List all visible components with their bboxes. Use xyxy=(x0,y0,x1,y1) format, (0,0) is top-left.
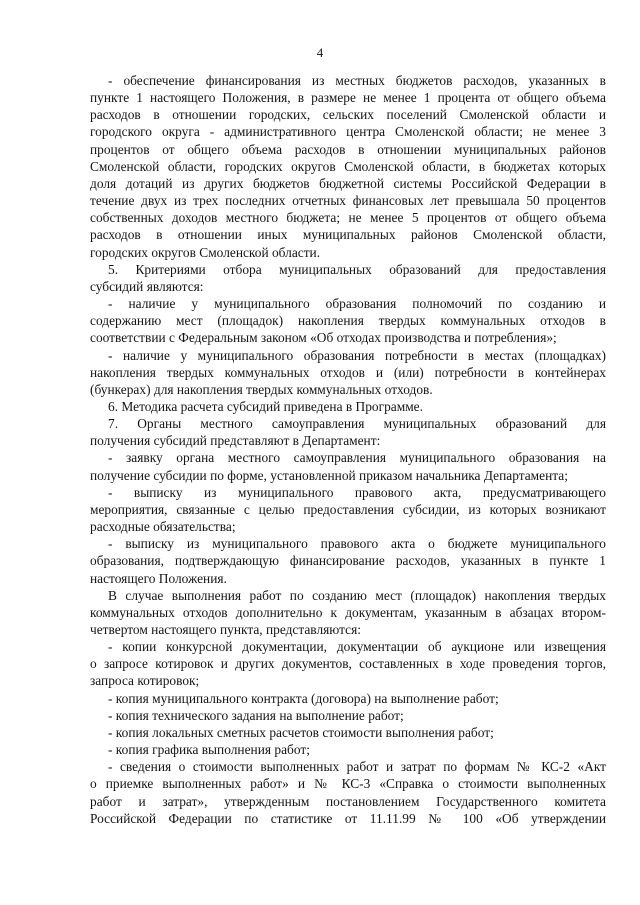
text-line: о приемке выполненных работ» и № КС-3 «Справка о стоимости выполненных xyxy=(90,776,606,792)
text-line: образования, подтверждающую финансирование расходов, указанных в пункте 1 xyxy=(90,553,606,569)
text-line: городских округов Смоленской области. xyxy=(90,244,321,260)
text-line: - копия технического задания на выполнение работ; xyxy=(108,707,404,723)
text-line: городского округа - административного центра Смоленской области; не менее 3 xyxy=(90,124,606,140)
text-line: расходов в отношении городских, сельских поселений Смоленской области и xyxy=(90,107,606,123)
text-line: (бункерах) для накопления твердых коммунальных отходов. xyxy=(90,381,433,397)
text-line: пункте 1 настоящего Положения, в размере не менее 1 процента от общего объема xyxy=(90,90,606,106)
text-line: 5. Критериями отбора муниципальных образований для предоставления xyxy=(108,261,606,277)
text-line: 6. Методика расчета субсидий приведена в Программе. xyxy=(108,398,423,414)
text-line: - обеспечение финансирования из местных бюджетов расходов, указанных в xyxy=(108,73,606,88)
text-line: четвертом настоящего пункта, представляются: xyxy=(90,622,361,637)
text-line: содержанию мест (площадок) накопления твердых коммунальных отходов в xyxy=(90,313,606,329)
text-line: накопления твердых коммунальных отходов и (или) потребности в контейнерах xyxy=(90,364,606,380)
text-line: - выписку из муниципального правового акта, предусматривающего xyxy=(108,484,606,500)
text-line: о запросе котировок и других документов, составленных в ходе проведения торгов, xyxy=(90,656,606,672)
document-body xyxy=(90,72,606,827)
page-number: 4 xyxy=(316,45,324,60)
text-line: - наличие у муниципального образования потребности в местах (площадках) xyxy=(108,347,606,363)
text-line: - сведения о стоимости выполненных работ и затрат по формам № КС-2 «Акт xyxy=(108,759,606,775)
text-line: соответствии с Федеральным законом «Об отходах производства и потребления»; xyxy=(90,330,557,346)
text-line: 7. Органы местного самоуправления муниципальных образований для xyxy=(108,416,606,432)
text-line: - наличие у муниципального образования полномочий по созданию и xyxy=(108,296,606,312)
text-line: Смоленской области, городских округов Смоленской области, в бюджетах которых xyxy=(90,158,606,174)
text-line: расходные обязательства; xyxy=(90,519,236,535)
text-line: получение субсидии по форме, установленной приказом начальника Департамента; xyxy=(90,467,568,483)
text-line: коммунальных отходов дополнительно к документам, указанным в абзацах втором- xyxy=(90,604,606,620)
text-line: настоящего Положения. xyxy=(90,570,227,586)
text-line: собственных доходов местного бюджета; не менее 5 процентов от общего объема xyxy=(90,210,606,226)
text-line: течение двух из трех последних отчетных финансовых лет превышала 50 процентов xyxy=(90,193,606,209)
text-line: получения субсидий представляют в Департамент: xyxy=(90,433,381,449)
text-line: - копия муниципального контракта (договора) на выполнение работ; xyxy=(108,690,499,706)
text-line: - выписку из муниципального правового акта о бюджете муниципального xyxy=(108,536,606,552)
text-line: Российской Федерации по статистике от 11.11.99 № 100 «Об утверждении xyxy=(90,810,606,826)
text-line: - заявку органа местного самоуправления муниципального образования на xyxy=(108,450,606,466)
text-line: - копия локальных сметных расчетов стоимости выполнения работ; xyxy=(108,724,494,740)
text-line: работ и затрат», утвержденным постановлением Государственного комитета xyxy=(90,793,606,809)
text-line: процентов от общего объема расходов в отношении муниципальных районов xyxy=(90,141,606,157)
text-line: В случае выполнения работ по созданию мест (площадок) накопления твердых xyxy=(108,587,606,603)
text-line: расходов в отношении иных муниципальных районов Смоленской области, xyxy=(90,227,606,243)
text-line: доля дотаций из других бюджетов бюджетной системы Российской Федерации в xyxy=(90,175,606,191)
text-line: субсидий являются: xyxy=(90,278,204,294)
text-line: - копия графика выполнения работ; xyxy=(108,742,310,758)
text-line: мероприятия, связанные с целью предоставления субсидии, из которых возникают xyxy=(90,501,606,517)
text-line: - копии конкурсной документации, документации об аукционе или извещения xyxy=(108,639,606,655)
text-line: запроса котировок; xyxy=(90,673,200,689)
